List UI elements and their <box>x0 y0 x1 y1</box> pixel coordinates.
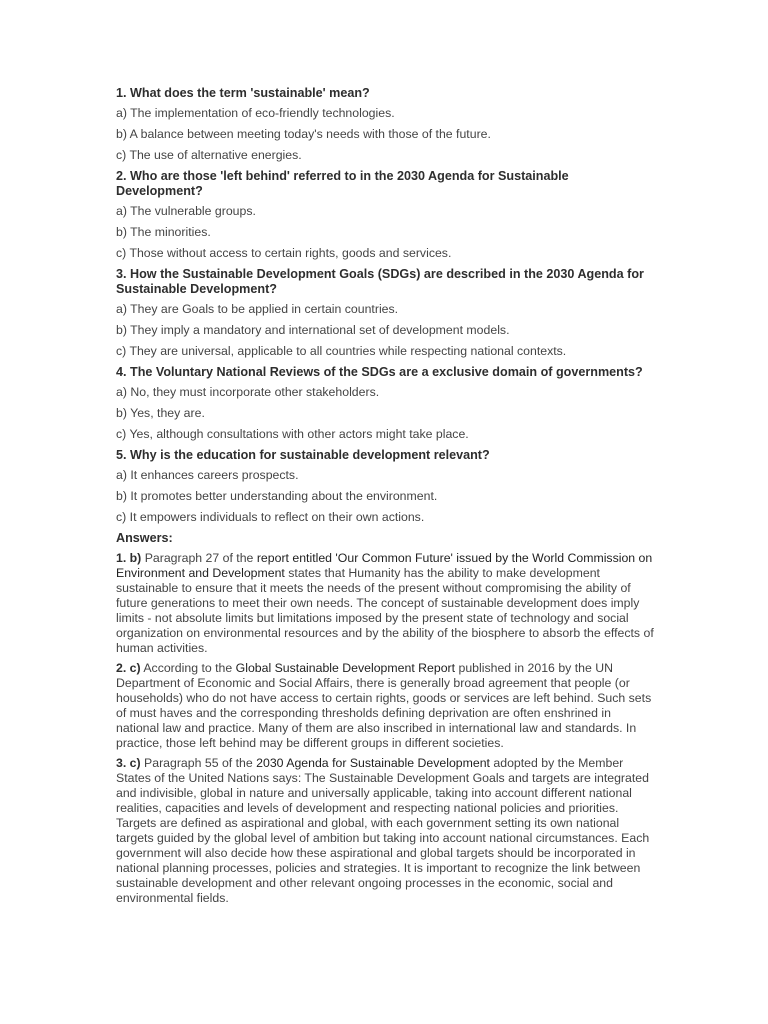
answers-heading: Answers: <box>116 531 173 545</box>
answer-option: a) No, they must incorporate other stakeholders. <box>116 385 380 399</box>
answer-text: According to the <box>140 661 236 675</box>
question-title: 4. The Voluntary National Reviews of the SDGs are a exclusive domain of governments? <box>116 365 643 379</box>
answer-text: states that Humanity has the ability to make development sustainable to ensure that it meets the needs of the present without compromising the ability of future generations to meet their own needs. The concept of sustainable development does imply limits - not absolute limits but limitations imposed by the present state of technology and social organization on environmental resources and by the ability of the biosphere to absorb the effects of human activities. <box>116 566 654 655</box>
answer-key: 3. c) <box>116 756 141 770</box>
answer-explanation-2 <box>116 661 656 751</box>
answer-option: a) They are Goals to be applied in certain countries. <box>116 302 399 316</box>
answer-option: a) The vulnerable groups. <box>116 204 256 218</box>
answer-option: c) The use of alternative energies. <box>116 148 302 162</box>
answer-option: b) A balance between meeting today's needs with those of the future. <box>116 127 491 141</box>
answer-key: 1. b) <box>116 551 142 565</box>
question-block-5 <box>116 448 656 525</box>
question-block-4 <box>116 365 656 442</box>
question-block-2 <box>116 169 656 261</box>
document-page <box>116 86 656 911</box>
answer-option: c) Yes, although consultations with other actors might take place. <box>116 427 469 441</box>
question-block-1 <box>116 86 656 163</box>
answer-option: c) It empowers individuals to reflect on their own actions. <box>116 510 425 524</box>
answer-option: c) They are universal, applicable to all countries while respecting national contexts. <box>116 344 567 358</box>
answer-text: Paragraph 55 of the <box>140 756 257 770</box>
answer-option: c) Those without access to certain rights, goods and services. <box>116 246 452 260</box>
answer-explanation-3 <box>116 756 656 906</box>
question-title: 3. How the Sustainable Development Goals (SDGs) are described in the 2030 Agenda for Sustainable Development? <box>116 267 644 296</box>
question-title: 5. Why is the education for sustainable development relevant? <box>116 448 490 462</box>
source-reference: 2030 Agenda for Sustainable Development <box>256 756 490 770</box>
answer-text: adopted by the Member States of the United Nations says: The Sustainable Development Goals and targets are integrated and indivisible, global in nature and universally applicable, taking into account different national realities, capacities and levels of development and respecting national policies and priorities. Targets are defined as aspirational and global, with each government setting its own national targets guided by the global level of ambition but taking into account national circumstances. Each government will also decide how these aspirational and global targets should be incorporated in national planning processes, policies and strategies. It is important to recognize the link between sustainable development and other relevant ongoing processes in the economic, social and environmental fields. <box>116 756 650 905</box>
question-block-3 <box>116 267 656 359</box>
source-reference: report entitled 'Our Common Future' issued by the World Commission on Environment and Development <box>116 551 653 580</box>
answer-option: b) The minorities. <box>116 225 211 239</box>
answer-text: Paragraph 27 of the <box>141 551 257 565</box>
source-reference: Global Sustainable Development Report <box>235 661 456 675</box>
answer-option: b) Yes, they are. <box>116 406 205 420</box>
answer-text: published in 2016 by the UN Department of Economic and Social Affairs, there is generally broad agreement that people (or households) who do not have access to certain rights, goods or services are left behind. Such sets of must haves and the corresponding thresholds defining deprivation are often enshrined in national law and practice. Many of them are also inscribed in international law and standards. In practice, those left behind may be different groups in different societies. <box>116 661 652 750</box>
question-title: 2. Who are those 'left behind' referred to in the 2030 Agenda for Sustainable Development? <box>116 169 569 198</box>
answer-option: b) They imply a mandatory and international set of development models. <box>116 323 510 337</box>
answer-explanation-1 <box>116 551 656 656</box>
question-title: 1. What does the term 'sustainable' mean? <box>116 86 370 100</box>
answer-option: b) It promotes better understanding about the environment. <box>116 489 438 503</box>
answer-key: 2. c) <box>116 661 141 675</box>
answer-option: a) It enhances careers prospects. <box>116 468 299 482</box>
answer-option: a) The implementation of eco-friendly technologies. <box>116 106 395 120</box>
